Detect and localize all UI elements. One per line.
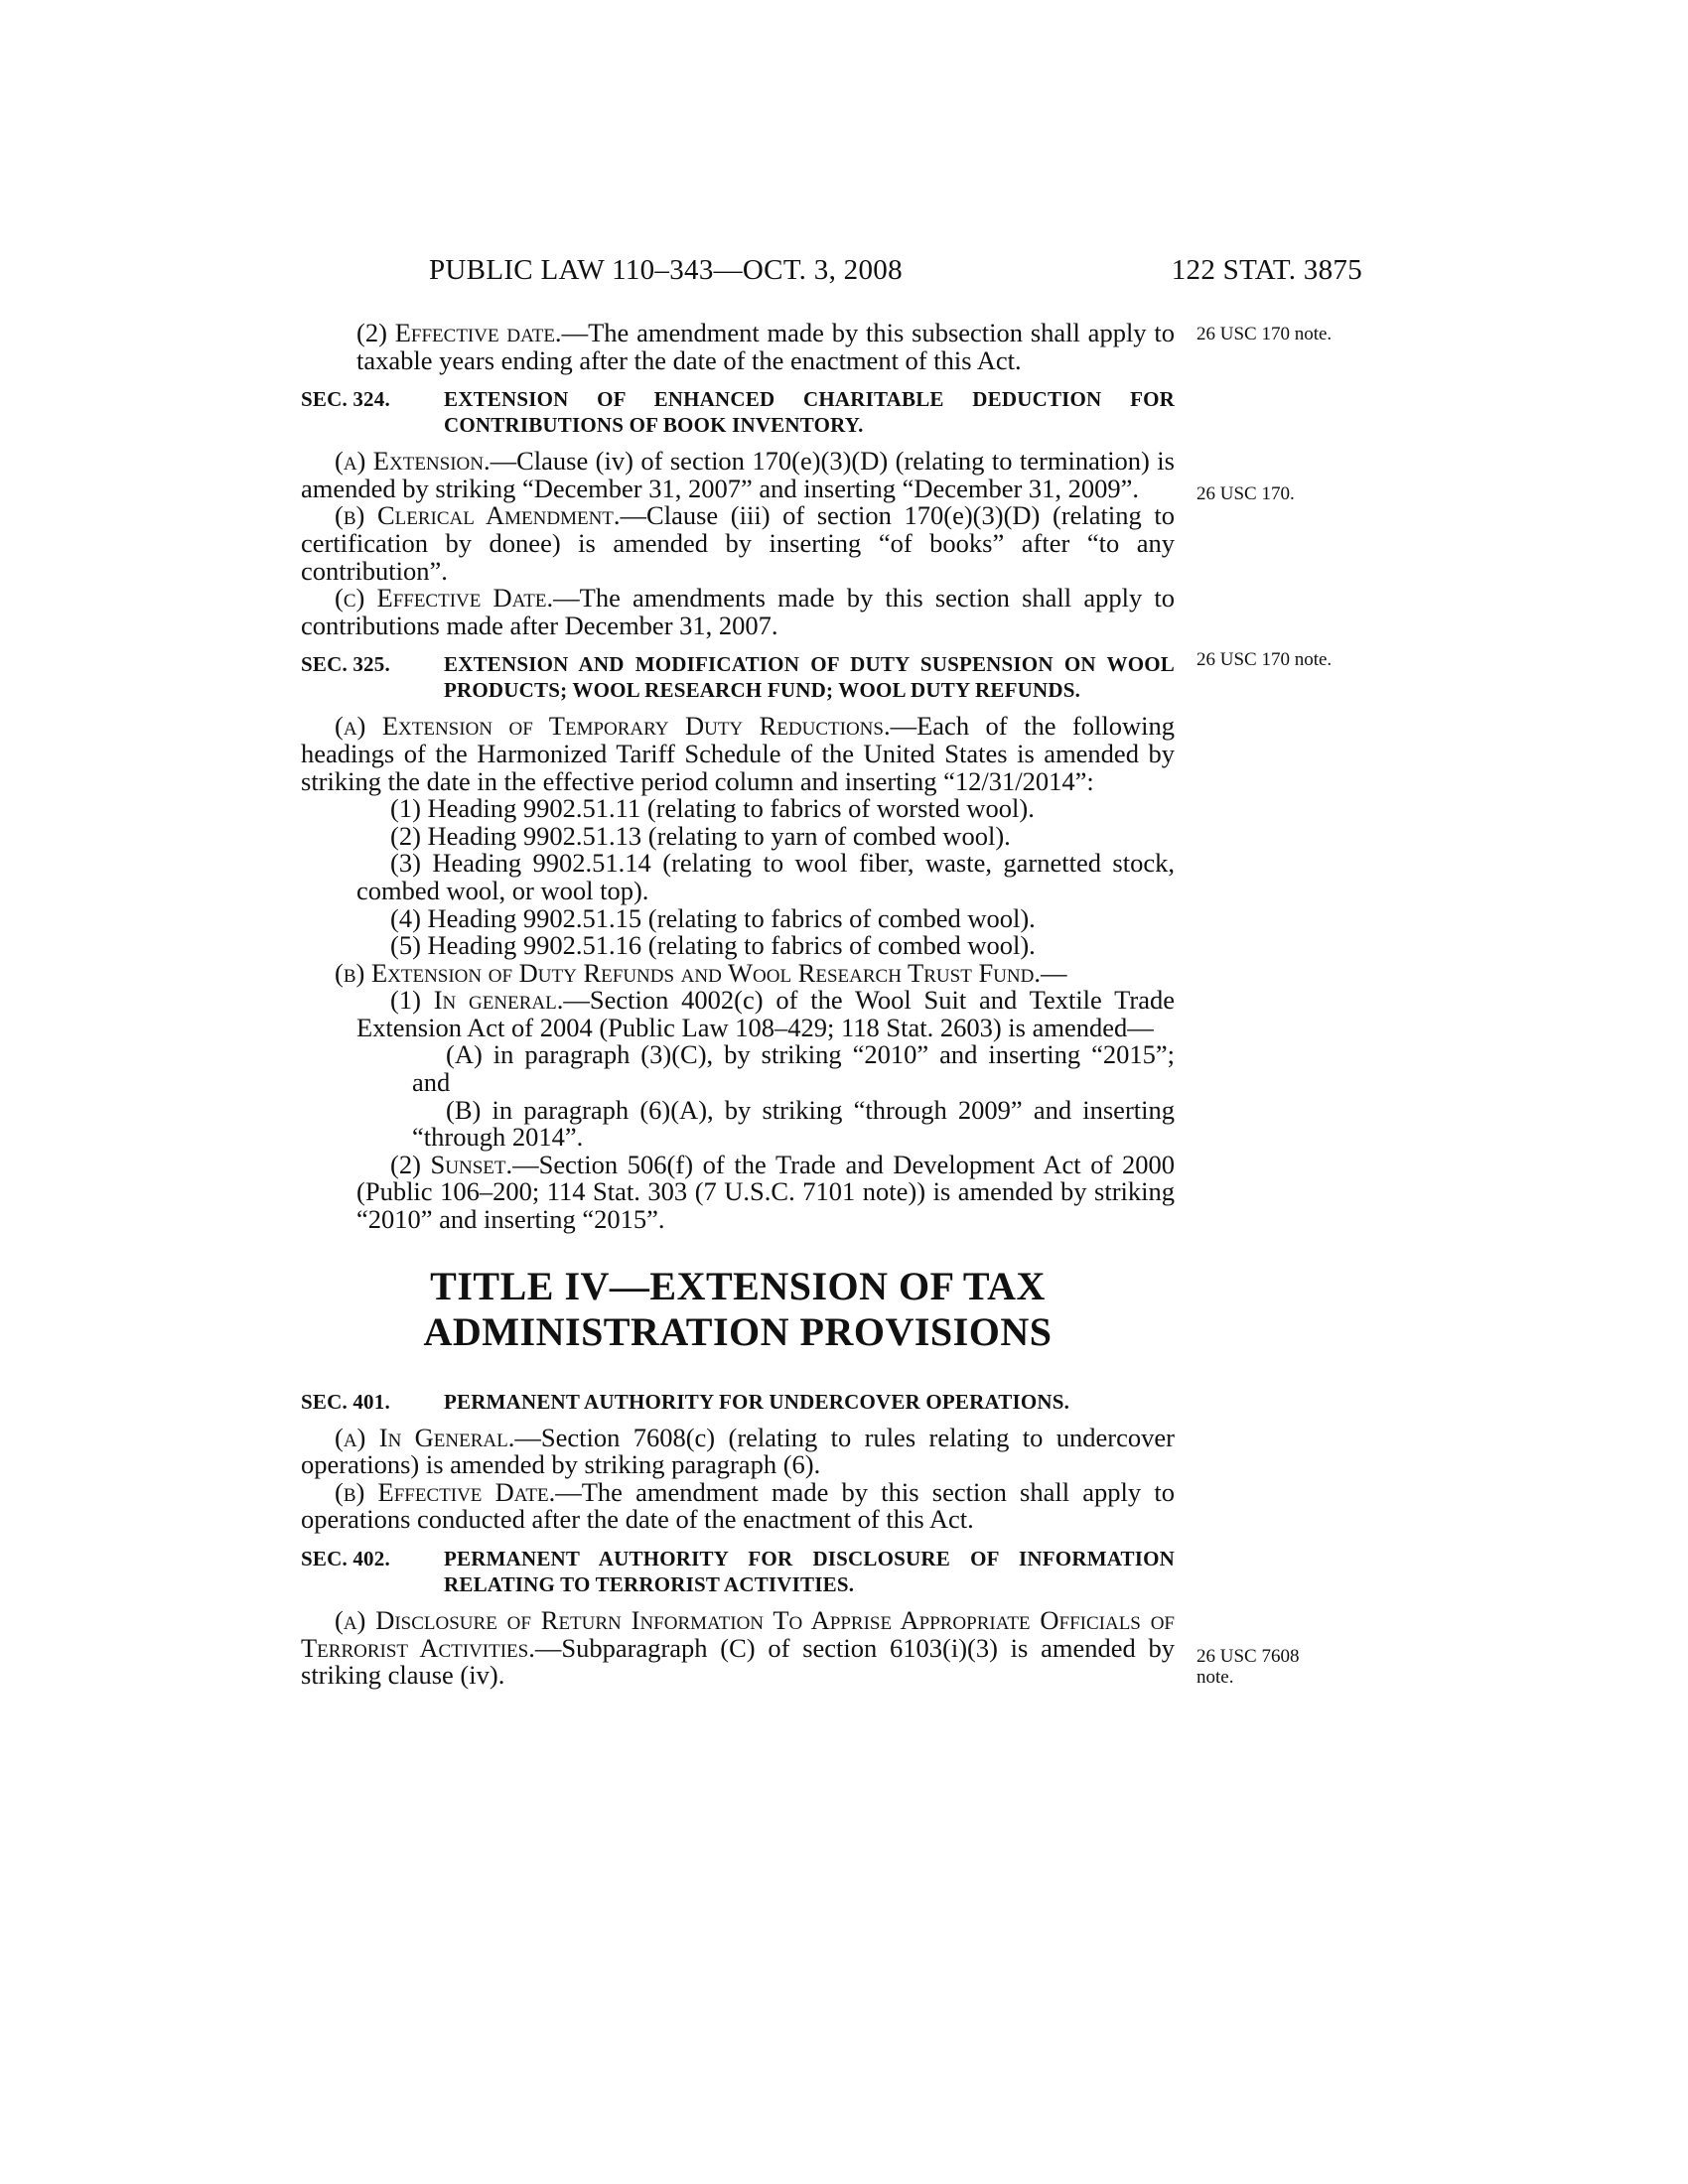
paragraph (301, 320, 1175, 374)
paragraph-label: (b) Effective Date. (335, 1476, 556, 1507)
section-title: EXTENSION OF ENHANCED CHARITABLE DEDUCTION FOR CONTRIBUTIONS OF BOOK INVENTORY. (444, 387, 1175, 438)
section-title: PERMANENT AUTHORITY FOR DISCLOSURE OF INFORMATION RELATING TO TERRORIST ACTIVITIES. (444, 1547, 1175, 1596)
paragraph (301, 987, 1175, 1041)
paragraph-text: —Subparagraph (C) of section 6103(i)(3) is amended by striking clause (iv). (301, 1632, 1176, 1691)
section-number: SEC. 401. (301, 1389, 390, 1414)
paragraph-label: (b) Extension of Duty Refunds and Wool Research Trust Fund. (335, 957, 1041, 988)
title-heading (301, 1264, 1175, 1355)
paragraph-label: (b) Clerical Amendment. (335, 500, 621, 531)
paragraph-text: —Each of the following headings of the Harmonized Tariff Schedule of the United States is amended by striking the date in the effective period column and inserting “12/31/2014”: (301, 711, 1175, 796)
document-body (301, 320, 1175, 1690)
margin-note-usc: 26 USC 170 note. (1196, 324, 1333, 344)
list-item: (2) Heading 9902.51.13 (relating to yarn of combed wool). (390, 820, 1011, 851)
paragraph (301, 957, 1175, 988)
paragraph-text: —Section 506(f) of the Trade and Development Act of 2000 (Public 106–200; 114 Stat. 303 (7 U.S.C. 7101 note)) is amended by striking “2010” and inserting “2015”. (356, 1149, 1176, 1235)
page-header (0, 254, 1688, 294)
paragraph (301, 1476, 1175, 1535)
list-item: (5) Heading 9902.51.16 (relating to fabrics of combed wool). (390, 930, 1036, 961)
section-number: SEC. 324. (301, 387, 390, 412)
list-item: (1) Heading 9902.51.11 (relating to fabrics of worsted wool). (390, 793, 1035, 824)
paragraph-label: (a) Disclosure of Return Information To Apprise Appropriate Officials of Terrorist Activities. (301, 1605, 1175, 1663)
paragraph-label: (1) In general. (390, 985, 564, 1016)
title-line: TITLE IV—EXTENSION OF TAX (430, 1263, 1046, 1308)
section-number: SEC. 325. (301, 652, 390, 677)
paragraph-label: (2) Effective date. (356, 318, 562, 347)
section-heading (301, 386, 1175, 438)
title-line: ADMINISTRATION PROVISIONS (423, 1308, 1053, 1354)
paragraph-text: —The amendment made by this section shall apply to operations conducted after the date of the enactment of this Act. (301, 1476, 1175, 1535)
margin-note-line: 26 USC 7608 (1196, 1646, 1300, 1667)
paragraph-text: —Section 7608(c) (relating to rules relating to undercover operations) is amended by striking paragraph (6). (301, 1422, 1175, 1480)
list-item: (4) Heading 9902.51.15 (relating to fabrics of combed wool). (390, 902, 1036, 933)
paragraph-label: (c) Effective Date. (335, 583, 554, 614)
section-title: PERMANENT AUTHORITY FOR UNDERCOVER OPERATIONS. (444, 1389, 1070, 1414)
paragraph-text: —Clause (iv) of section 170(e)(3)(D) (relating to termination) is amended by striking “December 31, 2007” and inserting “December 31, 2009”. (301, 446, 1175, 503)
margin-note-usc: 26 USC 170 note. (1196, 649, 1333, 670)
running-title: PUBLIC LAW 110–343—OCT. 3, 2008 (429, 254, 903, 286)
margin-note-line: note. (1196, 1667, 1234, 1688)
paragraph-label: (a) In General. (335, 1422, 515, 1452)
paragraph-text: — (1040, 957, 1067, 988)
section-heading (301, 651, 1175, 703)
section-heading (301, 1546, 1175, 1597)
paragraph-text: —The amendments made by this section shall apply to contributions made after December 31, 2007. (301, 583, 1175, 640)
paragraph-text: —Section 4002(c) of the Wool Suit and Textile Trade Extension Act of 2004 (Public Law 108–429; 118 Stat. 2603) is amended— (356, 985, 1175, 1042)
paragraph (301, 713, 1175, 795)
margin-note-usc (1196, 1646, 1299, 1688)
paragraph (301, 1422, 1175, 1480)
section-heading (301, 1389, 1175, 1415)
paragraph-label: (a) Extension. (335, 446, 491, 477)
paragraph (301, 1607, 1175, 1690)
paragraph (301, 1149, 1176, 1235)
list-item: (A) in paragraph (3)(C), by striking “2010” and inserting “2015”; and (412, 1039, 1175, 1098)
paragraph (301, 585, 1175, 639)
section-title: EXTENSION AND MODIFICATION OF DUTY SUSPENSION ON WOOL PRODUCTS; WOOL RESEARCH FUND; WOOL DUTY REFUNDS. (444, 652, 1175, 703)
paragraph (301, 502, 1175, 585)
margin-note-usc: 26 USC 170. (1196, 483, 1295, 504)
paragraph-label: (2) Sunset. (390, 1149, 513, 1179)
paragraph-label: (a) Extension of Temporary Duty Reductions. (335, 711, 891, 742)
list-item: (3) Heading 9902.51.14 (relating to wool fiber, waste, garnetted stock, combed wool, or wool top). (356, 848, 1175, 905)
list-item: (B) in paragraph (6)(A), by striking “through 2009” and inserting “through 2014”. (412, 1094, 1175, 1153)
section-number: SEC. 402. (301, 1547, 390, 1570)
paragraph-text: —Clause (iii) of section 170(e)(3)(D) (relating to certification by donee) is amended by inserting “of books” after “to any contribution”. (301, 500, 1175, 586)
statute-page-number: 122 STAT. 3875 (1171, 254, 1362, 286)
paragraph (301, 448, 1175, 502)
paragraph-text: —The amendment made by this subsection shall apply to taxable years ending after the date of the enactment of this Act. (356, 318, 1175, 375)
